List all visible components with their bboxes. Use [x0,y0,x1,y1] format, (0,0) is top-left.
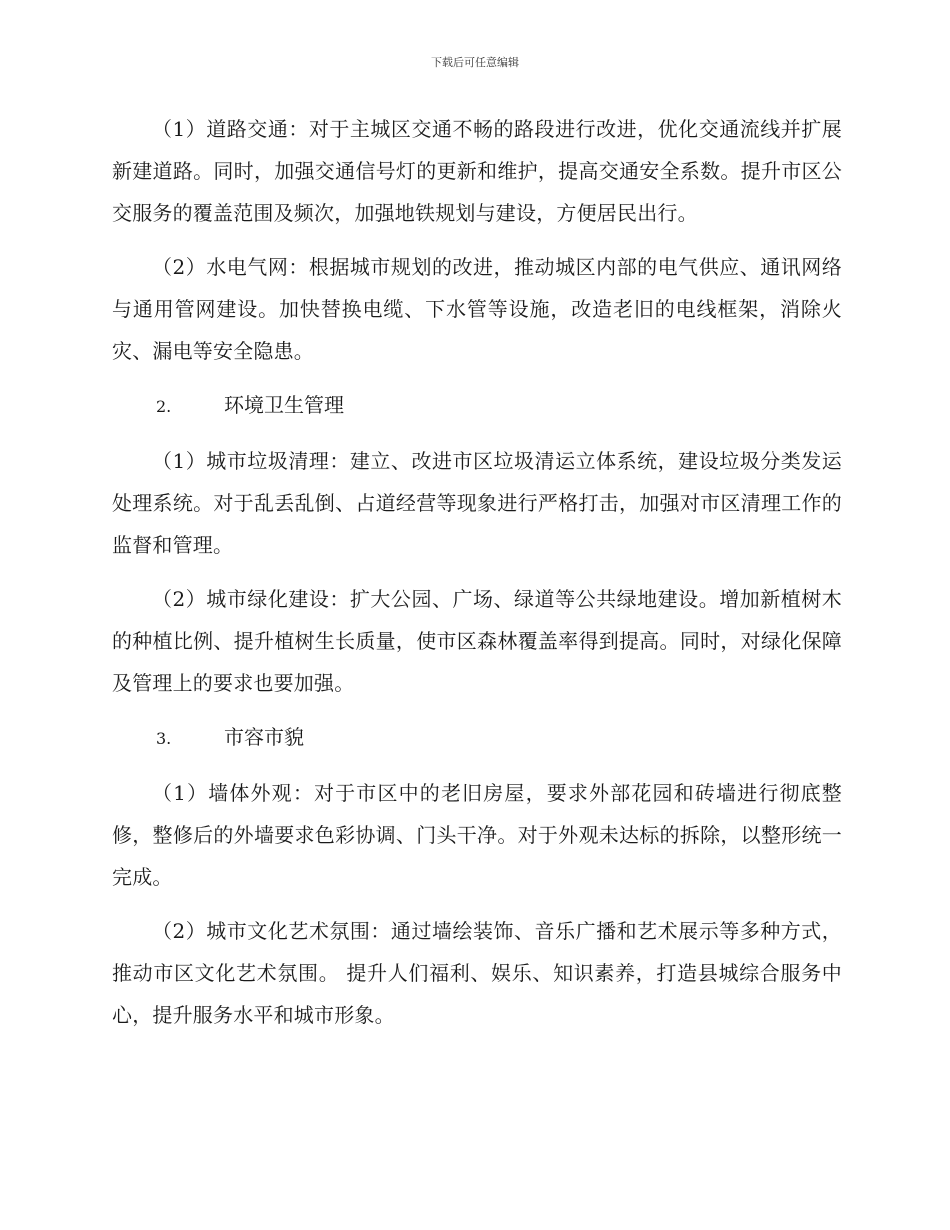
section-number: 3. [156,729,172,748]
document-body [112,108,842,1048]
paragraph-culture-art: （2）城市文化艺术氛围：通过墙绘装饰、音乐广播和艺术展示等多种方式，推动市区文化艺术氛围。 提升人们福利、娱乐、知识素养，打造县城综合服务中心，提升服务水平和城市形象。 [112,919,842,1027]
page-header: 下载后可任意编辑 [431,56,519,69]
section-title: 市容市貌 [224,725,304,749]
section-number: 2. [156,397,172,416]
section-heading-environment [112,384,842,428]
paragraph-greening: （2）城市绿化建设：扩大公园、广场、绿道等公共绿地建设。增加新植树木的种植比例、提升植树生长质量，使市区森林覆盖率得到提高。同时，对绿化保障及管理上的要求也要加强。 [112,587,842,695]
paragraph-garbage-cleanup: （1）城市垃圾清理：建立、改进市区垃圾清运立体系统，建设垃圾分类发运处理系统。对于乱丢乱倒、占道经营等现象进行严格打击，加强对市区清理工作的监督和管理。 [112,449,842,557]
paragraph-road-traffic: （1）道路交通：对于主城区交通不畅的路段进行改进，优化交通流线并扩展新建道路。同时，加强交通信号灯的更新和维护，提高交通安全系数。提升市区公交服务的覆盖范围及频次，加强地铁规划与建设，方便居民出行。 [112,117,842,225]
section-title: 环境卫生管理 [224,393,344,417]
paragraph-utilities: （2）水电气网：根据城市规划的改进，推动城区内部的电气供应、通讯网络与通用管网建设。加快替换电缆、下水管等设施，改造老旧的电线框架，消除火灾、漏电等安全隐患。 [112,255,842,363]
section-heading-city-appearance [112,716,842,760]
paragraph-wall-appearance: （1）墙体外观：对于市区中的老旧房屋，要求外部花园和砖墙进行彻底整修，整修后的外墙要求色彩协调、门头干净。对于外观未达标的拆除，以整形统一完成。 [112,781,842,889]
